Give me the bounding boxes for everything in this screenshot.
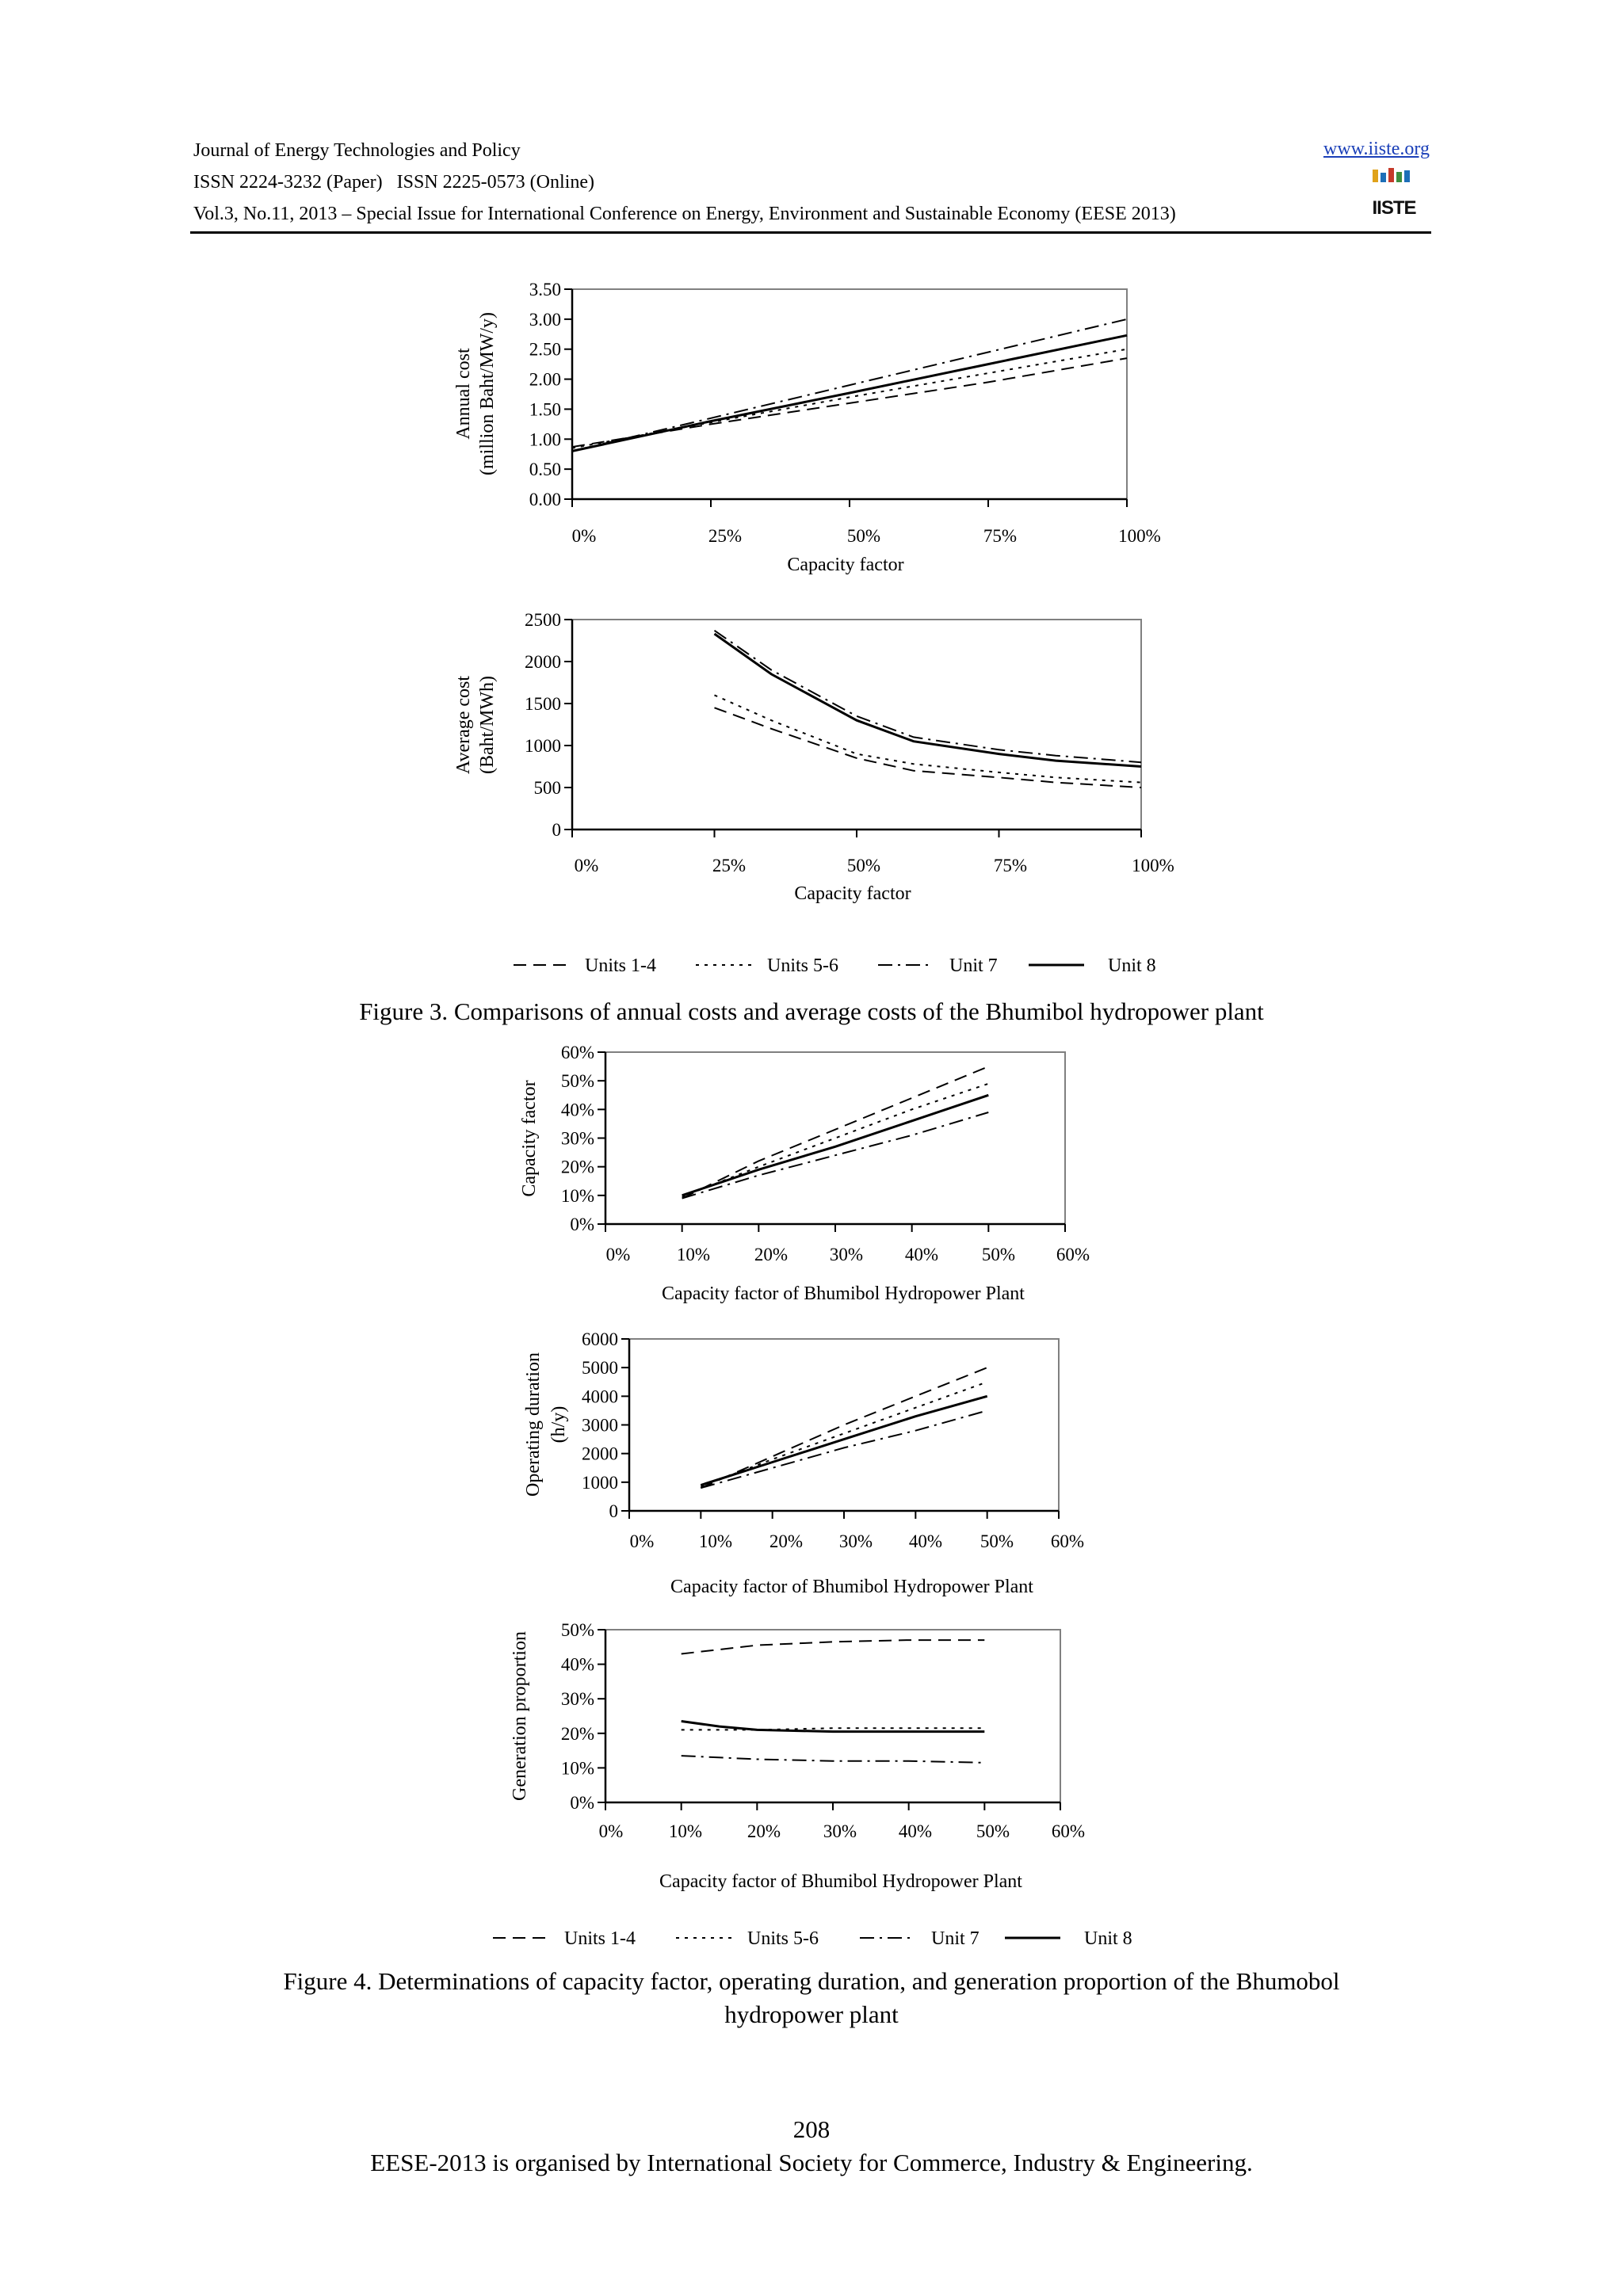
x-tick-label: 20% xyxy=(747,1821,781,1841)
y-tick-label: 40% xyxy=(560,1100,594,1120)
y-tick-label: 3000 xyxy=(582,1415,618,1436)
y-tick-label: 50% xyxy=(560,1620,594,1640)
journal-title: Journal of Energy Technologies and Policy xyxy=(193,140,521,161)
series-line-units-1-4 xyxy=(715,707,1142,788)
series-line-unit-7 xyxy=(682,1112,989,1199)
legend-label-unit-8: Unit 8 xyxy=(1108,955,1156,976)
logo-bar xyxy=(1396,172,1402,182)
x-tick-label: 100% xyxy=(1118,526,1161,546)
x-tick-label: 50% xyxy=(846,526,881,546)
x-tick-label: 60% xyxy=(1056,1245,1090,1264)
logo-bar xyxy=(1404,170,1410,182)
series-line-unit-7 xyxy=(572,319,1127,452)
y-axis-label: Average cost xyxy=(453,675,474,775)
x-tick-label: 30% xyxy=(838,1531,873,1551)
y-tick-label: 1000 xyxy=(525,736,561,756)
volume-line: Vol.3, No.11, 2013 – Special Issue for International Conference on Energy, Environment and Sustainable Economy (EESE 2013) xyxy=(193,204,1176,224)
legend-label-unit-8: Unit 8 xyxy=(1084,1928,1132,1949)
y-tick-label: 2.00 xyxy=(529,369,561,390)
x-tick-label: 75% xyxy=(993,856,1028,875)
y-tick-label: 60% xyxy=(560,1043,594,1062)
series-line-units-1-4 xyxy=(701,1367,987,1488)
y-tick-label: 20% xyxy=(560,1723,594,1744)
y-tick-label: 30% xyxy=(560,1689,594,1710)
legend-figure-4 xyxy=(493,1928,1132,1949)
x-tick-label: 30% xyxy=(829,1245,864,1264)
x-tick-label: 0% xyxy=(629,1531,655,1551)
legend-label-unit-7: Unit 7 xyxy=(931,1928,980,1949)
figure-3-caption: Figure 3. Comparisons of annual costs and average costs of the Bhumibol hydropower plant xyxy=(359,997,1264,1025)
y-tick-label: 0 xyxy=(552,820,561,840)
x-axis-label: Capacity factor of Bhumibol Hydropower Plant xyxy=(662,1283,1025,1304)
plot-frame xyxy=(629,1339,1059,1511)
x-tick-label: 25% xyxy=(708,526,743,546)
y-tick-label: 2.50 xyxy=(529,339,561,360)
series-line-units-1-4 xyxy=(572,358,1127,447)
legend-figure-3 xyxy=(514,955,1156,976)
plot-frame xyxy=(572,289,1127,499)
y-axis-label: (million Baht/MW/y) xyxy=(477,312,498,475)
y-tick-label: 0.00 xyxy=(529,490,561,509)
x-tick-label: 60% xyxy=(1051,1821,1086,1841)
iiste-logo xyxy=(1369,168,1419,228)
series-line-unit-8 xyxy=(572,335,1127,451)
y-tick-label: 0.50 xyxy=(529,460,561,480)
series-line-unit-7 xyxy=(715,631,1142,762)
y-tick-label: 3.00 xyxy=(529,309,561,330)
x-tick-label: 50% xyxy=(976,1821,1010,1841)
y-tick-label: 500 xyxy=(533,778,561,798)
y-tick-label: 0% xyxy=(570,1793,594,1813)
x-tick-label: 50% xyxy=(980,1531,1014,1551)
legend-label-units-5-6: Units 5-6 xyxy=(767,955,838,976)
series-line-units-1-4 xyxy=(682,1640,985,1653)
legend-label-units-1-4: Units 1-4 xyxy=(585,955,656,976)
x-tick-label: 10% xyxy=(698,1531,733,1551)
x-axis-label: Capacity factor xyxy=(787,555,904,575)
y-tick-label: 2500 xyxy=(525,610,561,630)
x-tick-label: 40% xyxy=(908,1531,943,1551)
x-tick-label: 60% xyxy=(1050,1531,1085,1551)
y-tick-label: 0% xyxy=(570,1215,594,1234)
y-tick-label: 6000 xyxy=(582,1329,618,1349)
x-tick-label: 40% xyxy=(904,1245,939,1264)
x-tick-label: 0% xyxy=(605,1245,631,1264)
y-tick-label: 2000 xyxy=(525,652,561,672)
y-axis-label: Capacity factor xyxy=(519,1080,540,1197)
x-axis-label: Capacity factor of Bhumibol Hydropower Plant xyxy=(659,1871,1022,1892)
y-axis-label: Annual cost xyxy=(453,348,474,440)
duration-chart xyxy=(523,1329,1084,1597)
series-line-units-5-6 xyxy=(682,1728,985,1730)
legend-label-unit-7: Unit 7 xyxy=(949,955,998,976)
x-tick-label: 100% xyxy=(1132,856,1174,875)
header-rule xyxy=(190,231,1431,234)
plot-frame xyxy=(572,620,1141,830)
y-tick-label: 1500 xyxy=(525,694,561,714)
y-tick-label: 10% xyxy=(560,1185,594,1206)
proportion-chart xyxy=(510,1620,1085,1892)
y-tick-label: 3.50 xyxy=(529,280,561,299)
series-line-unit-7 xyxy=(701,1410,987,1488)
series-line-unit-8 xyxy=(701,1396,987,1485)
figure-4-caption-line-1: Figure 4. Determinations of capacity factor, operating duration, and generation proportion of the Bhumobol xyxy=(283,1967,1340,1995)
y-axis-label: Operating duration xyxy=(523,1352,544,1497)
y-tick-label: 10% xyxy=(560,1758,594,1779)
plot-frame xyxy=(605,1630,1060,1802)
logo-text: IISTE xyxy=(1372,197,1416,219)
journal-url-link[interactable]: www.iiste.org xyxy=(1323,139,1430,159)
logo-bar xyxy=(1388,168,1394,182)
x-tick-label: 75% xyxy=(983,526,1018,546)
y-tick-label: 1.00 xyxy=(529,429,561,450)
y-tick-label: 1.50 xyxy=(529,399,561,420)
logo-bar xyxy=(1373,170,1378,182)
y-tick-label: 30% xyxy=(560,1128,594,1149)
y-axis-label: Generation proportion xyxy=(510,1631,530,1801)
average-chart xyxy=(453,610,1174,904)
series-line-unit-8 xyxy=(715,634,1142,767)
series-line-units-5-6 xyxy=(572,349,1127,448)
x-tick-label: 40% xyxy=(898,1821,933,1841)
series-line-unit-8 xyxy=(682,1722,985,1732)
x-tick-label: 0% xyxy=(598,1821,624,1841)
x-tick-label: 0% xyxy=(574,856,599,875)
x-tick-label: 20% xyxy=(754,1245,789,1264)
x-tick-label: 50% xyxy=(846,856,881,875)
y-tick-label: 2000 xyxy=(582,1444,618,1464)
series-line-units-5-6 xyxy=(701,1382,987,1486)
series-line-units-5-6 xyxy=(682,1084,989,1197)
page-number: 208 xyxy=(792,2115,831,2143)
x-tick-label: 0% xyxy=(571,526,597,546)
annual-chart xyxy=(453,280,1161,575)
cf-chart xyxy=(519,1043,1090,1304)
series-line-unit-8 xyxy=(682,1095,989,1196)
x-tick-label: 30% xyxy=(823,1821,857,1841)
figure-4-caption-line-2: hydropower plant xyxy=(724,2000,899,2028)
x-axis-label: Capacity factor of Bhumibol Hydropower Plant xyxy=(670,1577,1033,1597)
x-tick-label: 50% xyxy=(981,1245,1016,1264)
y-tick-label: 20% xyxy=(560,1157,594,1177)
issn-line: ISSN 2224-3232 (Paper) ISSN 2225-0573 (Online) xyxy=(193,172,594,193)
series-line-unit-7 xyxy=(682,1756,985,1763)
plot-frame xyxy=(605,1052,1065,1224)
y-tick-label: 1000 xyxy=(582,1472,618,1493)
footer-text: EESE-2013 is organised by International Society for Commerce, Industry & Engineering. xyxy=(370,2149,1253,2176)
y-axis-label: (Baht/MWh) xyxy=(477,676,498,774)
y-axis-label: (h/y) xyxy=(548,1405,569,1444)
y-tick-label: 4000 xyxy=(582,1386,618,1407)
x-tick-label: 10% xyxy=(668,1821,703,1841)
y-tick-label: 50% xyxy=(560,1071,594,1092)
x-axis-label: Capacity factor xyxy=(794,883,911,904)
legend-label-units-5-6: Units 5-6 xyxy=(747,1928,819,1949)
x-tick-label: 20% xyxy=(769,1531,804,1551)
x-tick-label: 25% xyxy=(712,856,747,875)
series-line-units-1-4 xyxy=(682,1066,989,1198)
legend-label-units-1-4: Units 1-4 xyxy=(564,1928,636,1949)
y-tick-label: 5000 xyxy=(582,1358,618,1379)
logo-bar xyxy=(1381,173,1386,182)
x-tick-label: 10% xyxy=(676,1245,711,1264)
y-tick-label: 0 xyxy=(609,1501,618,1521)
y-tick-label: 40% xyxy=(560,1654,594,1675)
series-line-units-5-6 xyxy=(715,695,1142,782)
